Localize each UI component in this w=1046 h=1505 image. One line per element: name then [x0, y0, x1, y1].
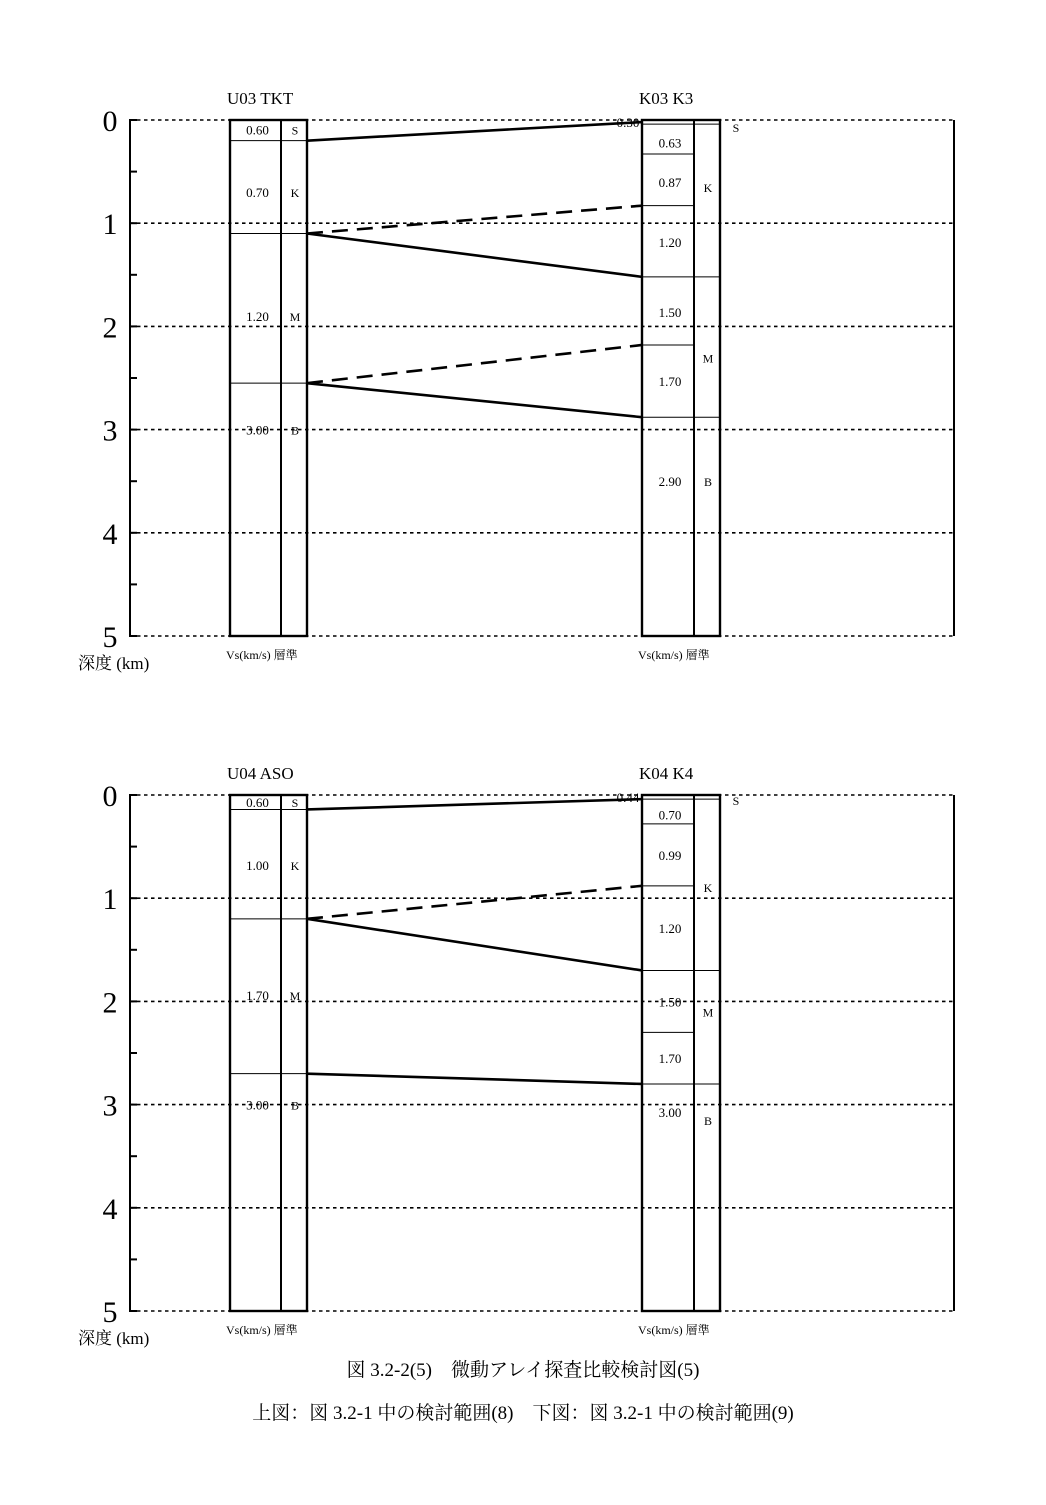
correlation-line-dashed: [307, 886, 642, 919]
station-title: U03 TKT: [227, 89, 294, 108]
vs-value-label: 1.20: [658, 921, 682, 937]
station-title: U04 ASO: [227, 764, 294, 783]
station-title: K03 K3: [639, 89, 694, 108]
depth-tick-label: 0: [102, 780, 118, 813]
correlation-line-solid: [307, 383, 642, 417]
depth-tick-label: 2: [102, 986, 118, 1020]
horizon-label: B: [290, 1098, 300, 1113]
depth-tick-label: 1: [102, 208, 118, 242]
horizon-label: M: [289, 989, 301, 1004]
horizon-label: K: [703, 181, 713, 196]
right-borehole-column: [617, 764, 740, 1337]
horizon-label: M: [289, 310, 301, 325]
vs-value-label: 0.70: [246, 185, 269, 201]
horizon-label: B: [290, 423, 300, 438]
depth-tick-label: 4: [102, 517, 118, 551]
column-footer-label: Vs(km/s) 層準: [638, 1323, 710, 1337]
vs-value-label: 1.00: [246, 858, 269, 874]
horizon-label: S: [291, 796, 299, 811]
depth-axis-label: 深度 (km): [78, 1329, 150, 1348]
horizon-label: S: [732, 121, 740, 136]
vs-value-label: 0.63: [658, 135, 682, 151]
left-borehole-column: [226, 89, 307, 662]
correlation-line-solid: [307, 122, 642, 141]
station-title: K04 K4: [639, 764, 694, 783]
vs-value-label: 1.20: [246, 309, 269, 325]
depth-tick-label: 3: [102, 1089, 118, 1123]
column-footer-label: Vs(km/s) 層準: [226, 1323, 298, 1337]
vs-value-label: 0.60: [246, 122, 269, 138]
correlation-line-solid: [307, 234, 642, 277]
figure-caption-line-2: 上図：図 3.2-1 中の検討範囲(8) 下図：図 3.2-1 中の検討範囲(9): [252, 1403, 794, 1424]
horizon-label: M: [702, 1005, 714, 1020]
depth-tick-label: 5: [102, 1296, 118, 1329]
vs-value-label: 3.00: [246, 422, 269, 438]
vs-value-label: 1.50: [658, 994, 682, 1010]
vs-value-label: 0.70: [658, 807, 682, 823]
vs-value-label: 3.00: [246, 1097, 269, 1113]
vs-value-label: 1.70: [658, 1051, 682, 1067]
correlation-line-dashed: [307, 345, 642, 383]
correlation-line-solid: [307, 799, 642, 809]
column-footer-label: Vs(km/s) 層準: [638, 648, 710, 662]
depth-panel-2: [78, 764, 954, 1348]
vs-value-label: 2.90: [658, 474, 682, 490]
figure-caption-line-1: 図 3.2-2(5) 微動アレイ探査比較検討図(5): [346, 1360, 700, 1381]
horizon-label: B: [703, 475, 713, 490]
horizon-label: S: [732, 794, 740, 809]
horizon-label: S: [291, 123, 299, 138]
vs-value-label: 3.00: [658, 1104, 682, 1120]
depth-tick-label: 4: [102, 1192, 118, 1226]
vs-value-label: 1.70: [658, 374, 682, 390]
depth-tick-label: 2: [102, 311, 118, 345]
vs-value-label: 0.87: [658, 174, 682, 190]
depth-tick-label: 1: [102, 883, 118, 917]
depth-panel-1: [78, 89, 954, 673]
horizon-label: K: [290, 859, 300, 874]
depth-axis-label: 深度 (km): [78, 654, 150, 673]
depth-tick-label: 0: [102, 105, 118, 138]
vs-value-label: 0.44: [616, 790, 640, 806]
horizon-label: M: [702, 351, 714, 366]
horizon-label: K: [703, 880, 713, 895]
correlation-line-dashed: [307, 206, 642, 234]
vs-value-label: 0.60: [246, 795, 269, 811]
left-borehole-column: [226, 764, 307, 1337]
vs-value-label: 1.20: [658, 234, 682, 250]
horizon-label: B: [703, 1114, 713, 1129]
vs-value-label: 1.70: [246, 988, 269, 1004]
correlation-line-solid: [307, 1074, 642, 1084]
right-borehole-column: [617, 89, 740, 662]
depth-tick-label: 3: [102, 414, 118, 448]
column-footer-label: Vs(km/s) 層準: [226, 648, 298, 662]
depth-tick-label: 5: [102, 621, 118, 654]
horizon-label: K: [290, 186, 300, 201]
vs-value-label: 0.30: [616, 115, 640, 131]
vs-value-label: 1.50: [658, 304, 682, 320]
vs-value-label: 0.99: [658, 847, 682, 863]
correlation-line-solid: [307, 919, 642, 971]
